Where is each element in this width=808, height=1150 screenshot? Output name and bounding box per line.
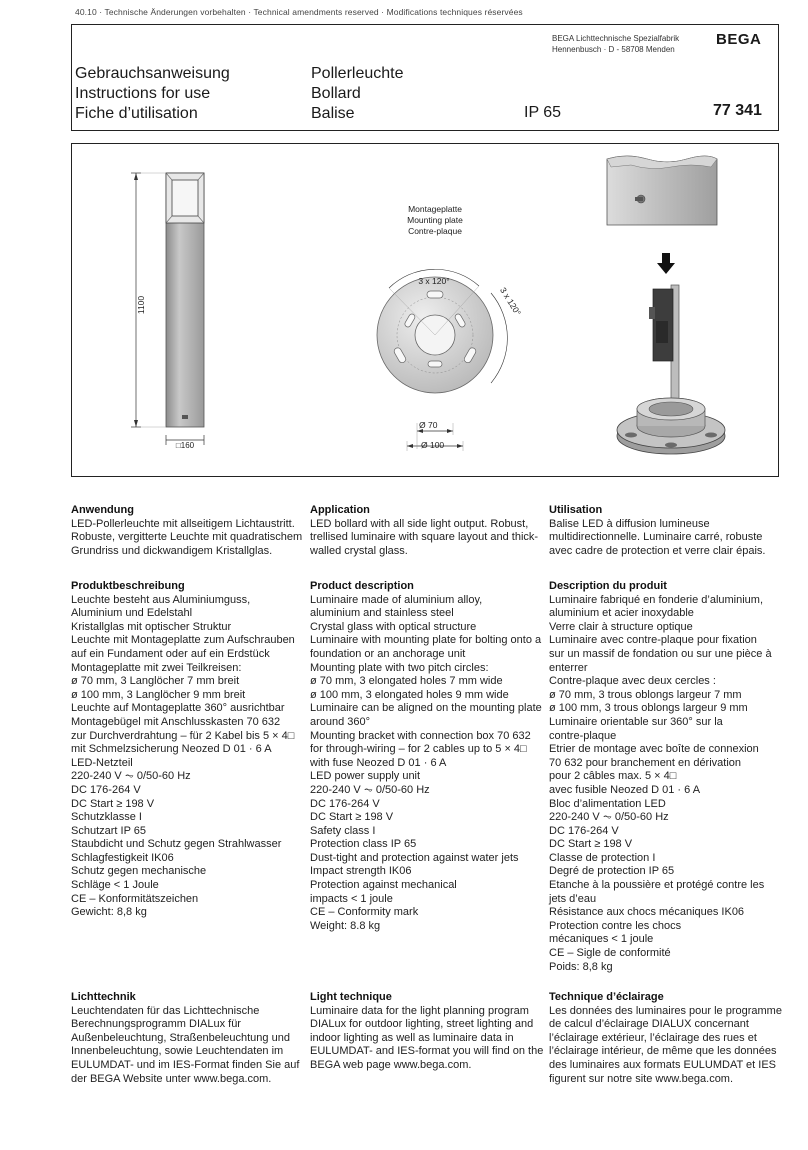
section-technique-eclairage	[549, 991, 785, 1086]
text-line: Schutzklasse I	[71, 811, 142, 824]
plate-label-de: Montageplatte	[408, 204, 462, 214]
text-line: Gewicht: 8,8 kg	[71, 906, 147, 919]
text-line: LED-Pollerleuchte mit allseitigem Lichtaustritt.	[71, 517, 295, 530]
text-line: Etanche à la poussière et protégé contre les	[549, 879, 765, 892]
title-de: Gebrauchsanweisung	[75, 65, 230, 82]
mounting-plate-labels	[407, 204, 463, 236]
section-produkt-fr	[549, 580, 785, 974]
text-line: Leuchte auf Montageplatte 360° ausrichtbar	[71, 702, 285, 715]
section-utilisation	[549, 504, 785, 558]
text-line: figurent sur notre site www.bega.com.	[549, 1072, 734, 1085]
text-line: EULUMDAT- and IES-format you will find on the	[310, 1045, 544, 1058]
text-line: Protection contre les chocs	[549, 919, 682, 932]
diameter-70: Ø 70	[419, 420, 438, 430]
text-line: Poids: 8,8 kg	[549, 960, 613, 973]
section-produkt-de	[71, 580, 307, 920]
text-line: enterrer	[549, 661, 588, 674]
text-line: Protection class IP 65	[310, 838, 417, 851]
text-line: DC Start ≥ 198 V	[549, 838, 633, 851]
text-line: Innenbeleuchtung, sowie Leuchtendaten im	[71, 1045, 284, 1058]
text-line: foundation or an anchorage unit	[310, 647, 466, 660]
plate-label-fr: Contre-plaque	[408, 226, 462, 236]
text-line: LED power supply unit	[310, 770, 421, 783]
text-line: Schutz gegen mechanische	[71, 865, 207, 878]
text-line: Luminaire made of aluminium alloy,	[310, 593, 483, 606]
text-line: ø 70 mm, 3 elongated holes 7 mm wide	[310, 675, 503, 688]
text-line: Degré de protection IP 65	[549, 865, 675, 878]
text-line: Luminaire fabriqué en fonderie d’aluminium,	[549, 593, 764, 606]
product-code: 77 341	[713, 102, 762, 119]
text-line: Dust-tight and protection against water jets	[310, 851, 519, 864]
text-line: DC Start ≥ 198 V	[71, 797, 155, 810]
text-line: Les données des luminaires pour le programme	[549, 1004, 782, 1017]
section-light-technique	[310, 991, 546, 1073]
section-title: Description du produit	[549, 580, 667, 592]
section-title: Light technique	[310, 991, 392, 1003]
text-line: LED-Netzteil	[71, 756, 133, 769]
title-en: Instructions for use	[75, 85, 211, 102]
text-line: Leuchte besteht aus Aluminiumguss,	[71, 593, 251, 606]
text-line: pour 2 câbles max. 5 × 4□	[549, 770, 677, 783]
text-line: Schlagfestigkeit IK06	[71, 851, 174, 864]
text-line: de calcul d’éclairage DIALUX concernant	[549, 1018, 749, 1031]
text-line: DC Start ≥ 198 V	[310, 811, 394, 824]
text-line: trellised luminaire with square layout and thick-	[310, 531, 539, 544]
text-line: avec cadre de protection et verre clair épais.	[549, 544, 766, 557]
title-fr: Fiche d’utilisation	[75, 105, 198, 122]
text-line: l’éclairage extérieur, l’éclairage des rues et	[549, 1031, 757, 1044]
text-line: LED bollard with all side light output. Robust,	[310, 517, 529, 530]
text-line: Luminaire data for the light planning program	[310, 1004, 529, 1017]
text-line: Berechnungsprogramm DIALux für	[71, 1018, 241, 1031]
ip-rating: IP 65	[524, 104, 562, 121]
text-line: Schutzart IP 65	[71, 824, 147, 837]
section-title: Utilisation	[549, 504, 603, 516]
text-line: Weight: 8.8 kg	[310, 919, 381, 932]
text-line: Impact strength IK06	[310, 865, 412, 878]
text-line: Verre clair à structure optique	[549, 620, 693, 633]
text-line: Grundriss und dickwandigem Kristallglas.	[71, 544, 273, 557]
text-line: Etrier de montage avec boîte de connexion	[549, 743, 759, 756]
text-line: multidirectionnelle. Luminaire carré, robuste	[549, 531, 763, 544]
text-line: Aluminium und Edelstahl	[71, 607, 193, 620]
text-line: Résistance aux chocs mécaniques IK06	[549, 906, 745, 919]
text-line: indoor lighting as well as luminaire data in	[310, 1031, 514, 1044]
text-line: 220-240 V ⏦ 0/50-60 Hz	[71, 770, 191, 783]
brand-logo: BEGA	[716, 31, 762, 48]
text-line: with fuse Neozed D 01 · 6 A	[310, 756, 447, 769]
text-line: auf ein Fundament oder auf ein Erdstück	[71, 647, 270, 660]
text-line: ø 70 mm, 3 trous oblongs largeur 7 mm	[549, 688, 742, 701]
text-line: DIALux for outdoor lighting, street lighting and	[310, 1018, 534, 1031]
text-line: des luminaires aux formats EULUMDAT et IES	[549, 1058, 777, 1071]
document-titles	[75, 64, 230, 124]
section-title: Anwendung	[71, 504, 134, 516]
text-line: Leuchte mit Montageplatte zum Aufschrauben	[71, 634, 295, 647]
text-line: EULUMDAT- und im IES-Format finden Sie auf	[71, 1058, 300, 1071]
text-line: Robuste, vergitterte Leuchte mit quadratischem	[71, 531, 303, 544]
text-line: Mounting plate with two pitch circles:	[310, 661, 489, 674]
angle-label-top: 3 x 120°	[418, 276, 450, 286]
text-line: Montageplatte mit zwei Teilkreisen:	[71, 661, 242, 674]
text-line: ø 100 mm, 3 trous oblongs largeur 9 mm	[549, 702, 748, 715]
product-name-en: Bollard	[311, 85, 361, 102]
text-line: ø 70 mm, 3 Langlöcher 7 mm breit	[71, 675, 240, 688]
width-dimension: □160	[175, 441, 195, 450]
text-line: Luminaire orientable sur 360° sur la	[549, 715, 723, 728]
text-line: Luminaire avec contre-plaque pour fixation	[549, 634, 757, 647]
text-line: Luminaire with mounting plate for bolting onto a	[310, 634, 542, 647]
text-line: Luminaire can be aligned on the mounting plate	[310, 702, 542, 715]
text-line: CE – Conformity mark	[310, 906, 419, 919]
text-line: DC 176-264 V	[71, 783, 141, 796]
product-name-fr: Balise	[311, 105, 355, 122]
text-line: Balise LED à diffusion lumineuse	[549, 517, 710, 530]
section-application	[310, 504, 546, 558]
text-line: jets d’eau	[549, 892, 597, 905]
text-line: Crystal glass with optical structure	[310, 620, 477, 633]
text-line: DC 176-264 V	[310, 797, 380, 810]
text-line: Contre-plaque avec deux cercles :	[549, 675, 716, 688]
text-line: for through-wiring – for 2 cables up to 5 × 4□	[310, 743, 527, 756]
assembly-drawing	[607, 156, 725, 454]
text-line: Schläge < 1 Joule	[71, 879, 159, 892]
text-line: mécaniques < 1 joule	[549, 933, 654, 946]
product-name-de: Pollerleuchte	[311, 65, 404, 82]
text-line: around 360°	[310, 715, 371, 728]
text-line: Kristallglas mit optischer Struktur	[71, 620, 232, 633]
text-line: l’éclairage intérieur, de même que les données	[549, 1045, 777, 1058]
text-line: zur Durchverdrahtung – für 2 Kabel bis 5 × 4□	[71, 729, 295, 742]
text-line: ø 100 mm, 3 Langlöcher 9 mm breit	[71, 688, 246, 701]
text-line: der BEGA Website unter www.bega.com.	[71, 1072, 272, 1085]
text-line: Staubdicht und Schutz gegen Strahlwasser	[71, 838, 282, 851]
text-line: Mounting bracket with connection box 70 632	[310, 729, 531, 742]
text-line: aluminium and stainless steel	[310, 607, 454, 620]
plate-label-en: Mounting plate	[407, 215, 463, 225]
text-line: Montagebügel mit Anschlusskasten 70 632	[71, 715, 281, 728]
section-title: Technique d’éclairage	[549, 991, 664, 1003]
text-line: Protection against mechanical	[310, 879, 457, 892]
text-line: Außenbeleuchtung, Straßenbeleuchtung und	[71, 1031, 290, 1044]
section-lichttechnik	[71, 991, 307, 1086]
text-line: BEGA web page www.bega.com.	[310, 1058, 472, 1071]
revision-notice: 40.10 · Technische Änderungen vorbehalten · Technical amendments reserved · Modifications techniques réservées	[75, 7, 523, 17]
company-address	[552, 33, 679, 55]
text-line: mit Schmelzsicherung Neozed D 01 · 6 A	[71, 743, 272, 756]
angle-label-right: 3 x 120°	[498, 285, 524, 318]
section-title: Produktbeschreibung	[71, 580, 185, 592]
text-line: sur un massif de fondation ou sur une pièce à	[549, 647, 772, 660]
text-line: Safety class I	[310, 824, 376, 837]
text-line: aluminium et acier inoxydable	[549, 607, 694, 620]
company-line-1: BEGA Lichttechnische Spezialfabrik	[552, 34, 680, 43]
text-line: ø 100 mm, 3 elongated holes 9 mm wide	[310, 688, 509, 701]
section-produkt-en	[310, 580, 546, 933]
bollard-drawing	[131, 173, 204, 450]
text-line: contre-plaque	[549, 729, 617, 742]
section-title: Lichttechnik	[71, 991, 136, 1003]
text-line: Leuchtendaten für das Lichttechnische	[71, 1004, 260, 1017]
section-anwendung	[71, 504, 307, 558]
text-line: CE – Konformitätszeichen	[71, 892, 199, 905]
technical-drawing	[71, 143, 779, 477]
product-names	[311, 64, 404, 124]
text-line: CE – Sigle de conformité	[549, 947, 671, 960]
text-line: avec fusible Neozed D 01 · 6 A	[549, 783, 701, 796]
text-line: 70 632 pour branchement en dérivation	[549, 756, 742, 769]
text-line: 220-240 V ⏦ 0/50-60 Hz	[310, 783, 430, 796]
section-title: Product description	[310, 580, 414, 592]
text-line: DC 176-264 V	[549, 824, 619, 837]
height-dimension: 1100	[136, 295, 146, 315]
mounting-plate-drawing	[377, 269, 523, 451]
text-line: Classe de protection I	[549, 851, 656, 864]
text-line: 220-240 V ⏦ 0/50-60 Hz	[549, 811, 669, 824]
text-line: impacts < 1 joule	[310, 892, 393, 905]
text-line: walled crystal glass.	[310, 544, 408, 557]
diameter-100: Ø 100	[421, 440, 445, 450]
company-line-2: Hennenbusch · D - 58708 Menden	[552, 45, 675, 54]
section-title: Application	[310, 504, 370, 516]
text-line: Bloc d’alimentation LED	[549, 797, 666, 810]
